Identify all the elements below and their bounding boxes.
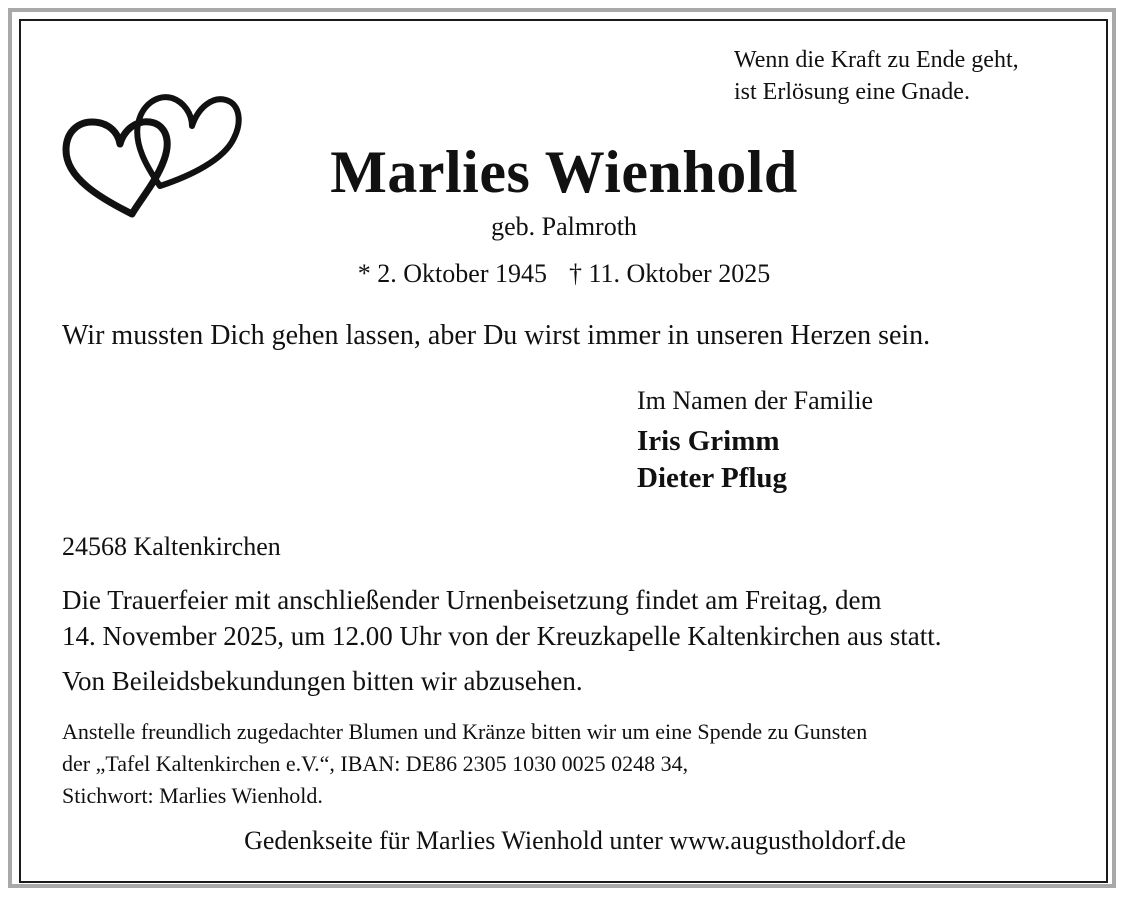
quote [734, 44, 1019, 108]
condolence-note: Von Beileidsbekundungen bitten wir abzusehen. [62, 666, 583, 696]
life-dates [0, 259, 1128, 289]
donation-line-3: Stichwort: Marlies Wienhold. [62, 783, 323, 808]
family-member-name: Dieter Pflug [637, 462, 788, 494]
farewell-text: Wir mussten Dich gehen lassen, aber Du wirst immer in unseren Herzen sein. [62, 320, 931, 351]
donation-line-2: der „Tafel Kaltenkirchen e.V.“, IBAN: DE86 2305 1030 0025 0248 34, [62, 751, 689, 776]
ceremony-line-2: 14. November 2025, um 12.00 Uhr von der Kreuzkapelle Kaltenkirchen aus statt. [62, 621, 942, 651]
donation-info [62, 716, 867, 812]
ceremony-line-1: Die Trauerfeier mit anschließender Urnenbeisetzung findet am Freitag, dem [62, 585, 882, 615]
family-label: Im Namen der Familie [637, 386, 874, 415]
quote-line-2: ist Erlösung eine Gnade. [734, 79, 970, 105]
maiden-name: geb. Palmroth [491, 212, 637, 241]
donation-line-1: Anstelle freundlich zugedachter Blumen und Kränze bitten wir um eine Spende zu Gunsten [62, 719, 868, 744]
deceased-name: Marlies Wienhold [330, 139, 798, 205]
quote-line-1: Wenn die Kraft zu Ende geht, [734, 47, 1019, 73]
location: 24568 Kaltenkirchen [62, 532, 281, 561]
ceremony-info [62, 582, 942, 654]
memorial-page-link[interactable]: Gedenkseite für Marlies Wienhold unter www.augustholdorf.de [244, 826, 906, 855]
death-date: † 11. Oktober 2025 [568, 259, 771, 288]
family-member-name: Iris Grimm [637, 425, 780, 457]
birth-date: * 2. Oktober 1945 [357, 259, 547, 288]
